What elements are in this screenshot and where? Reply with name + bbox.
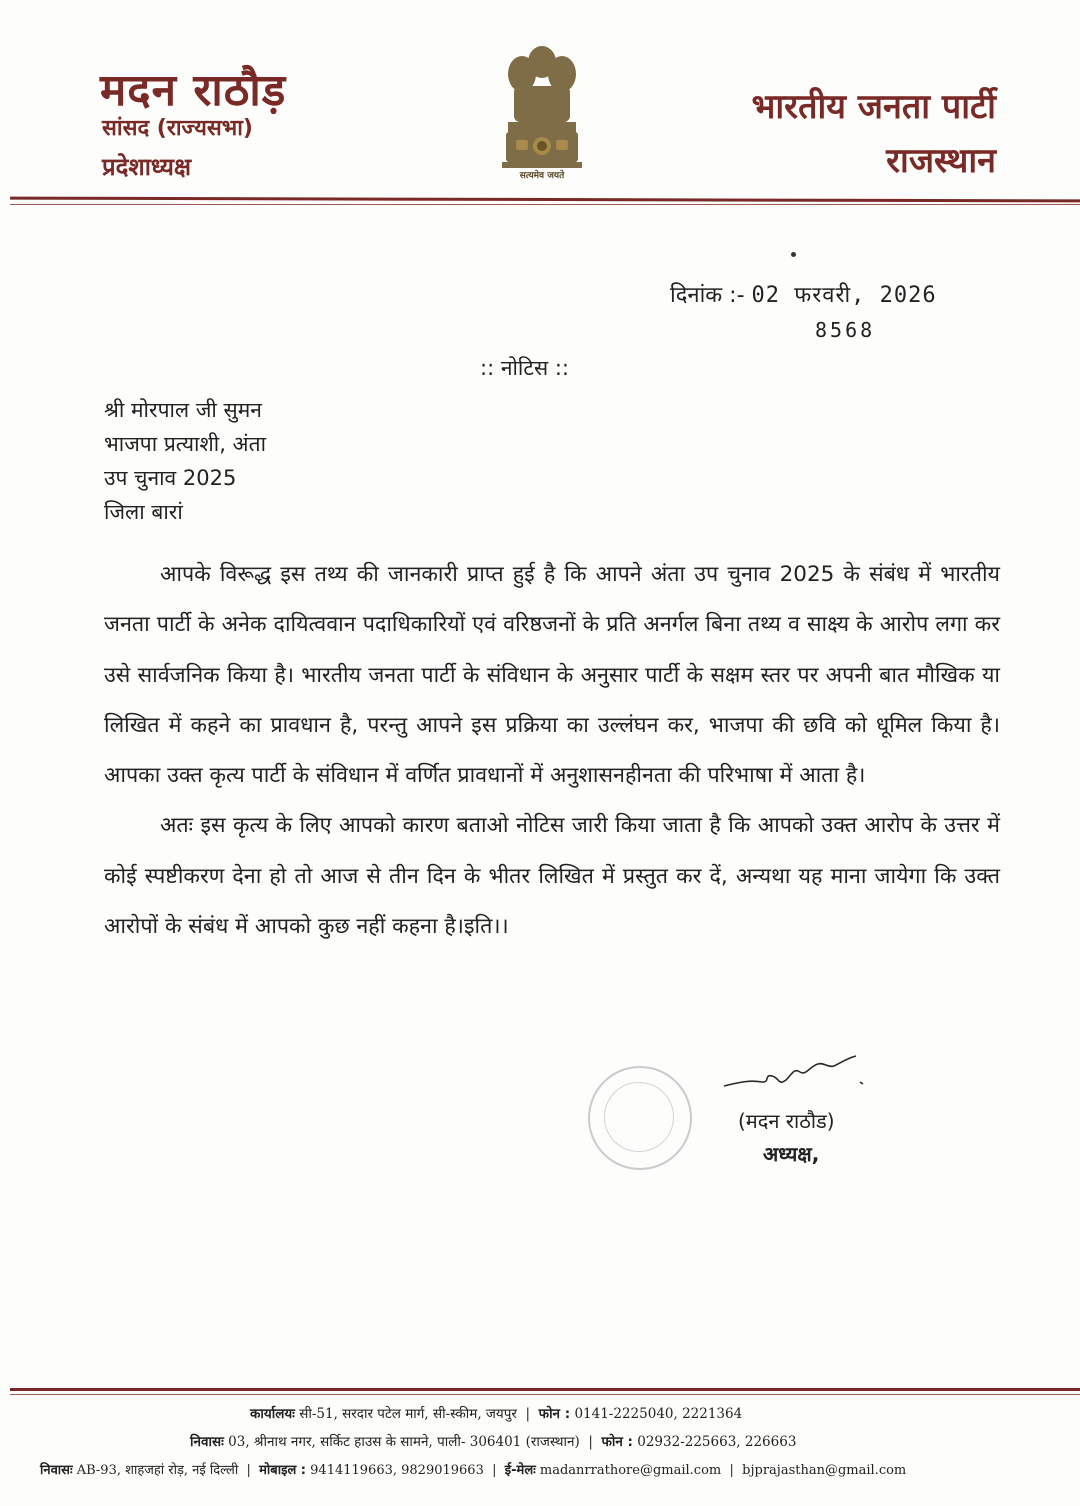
mobile-number: 9414119663, 9829019663 [310, 1463, 484, 1478]
date-label: दिनांक :- [670, 283, 745, 308]
reference-number: 8568 [815, 318, 876, 342]
delhi-label: निवासः [40, 1463, 73, 1478]
office-label: कार्यालयः [250, 1406, 295, 1422]
footer-office-line: कार्यालयः सी-51, सरदार पटेल मार्ग, सी-स्कीम, जयपुर | फोन : 0141-2225040, 2221364 [250, 1406, 743, 1422]
email-address[interactable]: madanrrathore@gmail.com [539, 1463, 722, 1478]
office-phone-label: फोन : [538, 1406, 571, 1422]
footer-delhi-line: निवासः AB-93, शाहजहां रोड़, नई दिल्ली | मोबाइल : 9414119663, 9829019663 | ई-मेलः madanrrathore@gmail.com | bjprajasthan@gmail.com [40, 1463, 907, 1478]
signatory-title: अध्यक्ष, [763, 1142, 820, 1166]
signature-icon [720, 1046, 870, 1098]
addressee-line: जिला बारां [104, 500, 183, 524]
addressee-line: श्री मोरपाल जी सुमन [104, 398, 262, 422]
emblem-motto: सत्यमेव जयते [519, 171, 565, 181]
header-rule-thin [10, 204, 1080, 205]
footer-rule-thin [10, 1394, 1080, 1395]
addressee-block [104, 393, 266, 529]
date-value: 02 फरवरी, 2026 [751, 283, 937, 308]
body-paragraph: अतः इस कृत्य के लिए आपको कारण बताओ नोटिस जारी किया जाता है कि आपको उक्त आरोप के उत्तर में कोई स्पष्टीकरण देना हो तो आज से तीन दिन के भीतर लिखित में प्रस्तुत कर दें, अन्यथा यह माना जायेगा कि उक्त आरोपों के संबंध में आपको कुछ नहीं कहना है।इति।। [104, 813, 1000, 940]
footer-residence-line: निवासः 03, श्रीनाथ नगर, सर्किट हाउस के सामने, पाली- 306401 (राजस्थान) | फोन : 02932-225663, 226663 [190, 1434, 797, 1450]
mobile-label: मोबाइल : [259, 1463, 307, 1478]
addressee-line: उप चुनाव 2025 [104, 466, 237, 490]
header-rule [10, 197, 1080, 203]
party-name: भारतीय जनता पार्टी [751, 87, 996, 127]
notice-body [104, 550, 1000, 952]
letterhead-name: मदन राठौड़ [100, 65, 287, 116]
email-label: ई-मेलः [504, 1463, 536, 1478]
footer-rule [10, 1388, 1080, 1391]
body-paragraph: आपके विरूद्ध इस तथ्य की जानकारी प्राप्त हुई है कि आपने अंता उप चुनाव 2025 के संबंध में भारतीय जनता पार्टी के अनेक दायित्ववान पदाधिकारियों एवं वरिष्ठजनों के प्रति अनर्गल बिना तथ्य व साक्ष्य के आरोप लगा कर उसे सार्वजनिक किया है। भारतीय जनता पार्टी के संविधान के अनुसार पार्टी के सक्षम स्तर पर अपनी बात मौखिक या लिखित में कहने का प्रावधान है, परन्तु आपने इस प्रक्रिया का उल्लंघन कर, भाजपा की छवि को धूमिल किया है। आपका उक्त कृत्य पार्टी के संविधान में वर्णित प्रावधानों में अनुशासनहीनता की परिभाषा में आता है। [104, 562, 1000, 789]
residence-phone-label: फोन : [601, 1434, 633, 1450]
signatory-name: (मदन राठौड) [738, 1109, 835, 1133]
party-state: राजस्थान [886, 141, 996, 181]
letterhead-role: प्रदेशाध्यक्ष [102, 153, 192, 181]
date-line [670, 279, 937, 309]
addressee-line: भाजपा प्रत्याशी, अंता [104, 432, 267, 456]
seal-inner-ring [604, 1082, 674, 1152]
delhi-address: AB-93, शाहजहां रोड़, नई दिल्ली [76, 1463, 239, 1478]
office-address: सी-51, सरदार पटेल मार्ग, सी-स्कीम, जयपुर [299, 1406, 517, 1422]
notice-title: :: नोटिस :: [480, 356, 569, 380]
ink-dot [791, 252, 796, 257]
party-seal-icon [588, 1066, 692, 1170]
letterhead-designation: सांसद (राज्यसभा) [102, 116, 253, 141]
email-address-party[interactable]: bjprajasthan@gmail.com [742, 1463, 907, 1478]
residence-address: 03, श्रीनाथ नगर, सर्किट हाउस के सामने, पाली- 306401 (राजस्थान) [228, 1434, 580, 1450]
residence-phone: 02932-225663, 226663 [637, 1434, 797, 1450]
office-phone: 0141-2225040, 2221364 [574, 1406, 743, 1422]
residence-label: निवासः [190, 1434, 224, 1450]
